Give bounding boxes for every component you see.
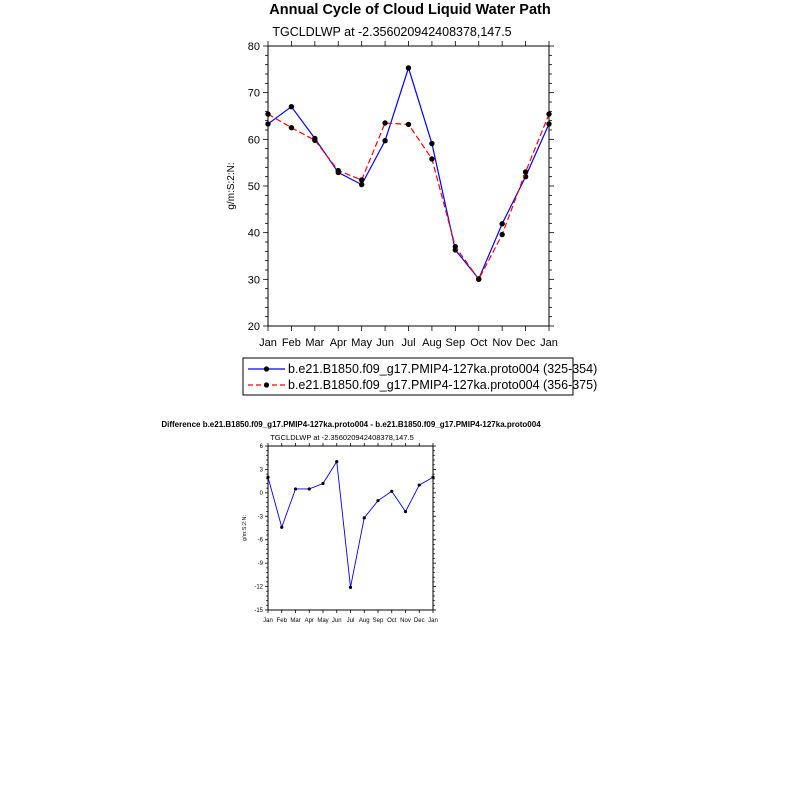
x-tick-label: Nov: [400, 618, 411, 624]
x-tick-label: Aug: [358, 618, 370, 624]
y-axis-label: g/m:S:2:N:: [226, 162, 237, 210]
series-1-point: [406, 65, 411, 70]
x-tick-label: Dec: [413, 618, 425, 624]
series-1-point: [266, 476, 269, 479]
series-1-point: [376, 499, 379, 502]
y-tick-label: 40: [247, 227, 260, 240]
series-line-2: [268, 114, 549, 279]
y-tick-label: 3: [259, 467, 263, 474]
x-tick-label: Jul: [401, 337, 416, 349]
series-1-point: [265, 121, 270, 126]
series-1-point: [404, 510, 407, 513]
y-tick-label: -12: [254, 584, 263, 591]
x-tick-label: Jan: [540, 337, 558, 349]
series-1-point: [382, 138, 387, 143]
x-tick-label: Jan: [259, 337, 277, 349]
y-tick-label: 70: [247, 87, 260, 100]
series-2-point: [546, 111, 551, 116]
series-1-point: [349, 586, 352, 589]
y-tick-label: -9: [257, 561, 263, 568]
x-tick-label: Dec: [515, 337, 536, 349]
x-tick-label: Sep: [372, 618, 384, 624]
x-tick-label: Mar: [305, 337, 325, 349]
difference-y-axis-label: g/m:S:2:N:: [242, 515, 248, 541]
x-tick-label: Nov: [492, 337, 512, 349]
legend-label-series-1: b.e21.B1850.f09_g17.PMIP4-127ka.proto004 (325-354): [288, 362, 598, 376]
series-2-point: [289, 125, 294, 130]
series-2-point: [382, 120, 387, 125]
difference-chart-title: Difference b.e21.B1850.f09_g17.PMIP4-127ka.proto004 - b.e21.B1850.f09_g17.PMIP4-127ka.proto004: [161, 420, 541, 429]
x-tick-label: Jan: [263, 618, 273, 624]
series-1-point: [335, 460, 338, 463]
series-1-point: [546, 121, 551, 126]
series-line-1: [268, 462, 433, 588]
x-tick-label: Jun: [331, 618, 342, 624]
series-2-point: [453, 244, 458, 249]
series-1-point: [499, 221, 504, 226]
y-tick-label: 6: [259, 444, 263, 450]
y-tick-label: 30: [247, 274, 260, 287]
x-tick-label: Mar: [290, 618, 301, 624]
difference-chart-subtitle: TGCLDLWP at -2.356020942408378,147.5: [270, 433, 414, 442]
x-tick-label: Sep: [445, 337, 466, 349]
chart-subtitle: TGCLDLWP at -2.356020942408378,147.5: [272, 25, 512, 39]
series-1-point: [429, 141, 434, 146]
series-2-point: [429, 156, 434, 161]
y-tick-label: -15: [254, 608, 263, 614]
x-tick-label: May: [351, 337, 373, 349]
x-tick-label: Apr: [304, 618, 314, 624]
series-2-point: [336, 168, 341, 173]
series-2-point: [523, 169, 528, 174]
x-tick-label: Oct: [387, 618, 397, 624]
series-2-point: [499, 232, 504, 237]
series-2-point: [359, 177, 364, 182]
y-tick-label: -6: [257, 537, 263, 544]
series-2-point: [476, 277, 481, 282]
x-tick-label: Jul: [346, 618, 355, 624]
x-tick-label: May: [317, 618, 329, 624]
legend-marker-series-2: [264, 382, 269, 387]
plot-area-difference: [254, 443, 438, 624]
series-1-point: [431, 476, 434, 479]
y-tick-label: 80: [247, 41, 260, 53]
x-tick-label: Apr: [329, 337, 347, 349]
x-tick-label: Feb: [281, 337, 301, 349]
series-1-point: [294, 487, 297, 490]
series-1-point: [280, 526, 283, 529]
x-tick-label: Aug: [422, 337, 442, 349]
y-tick-label: 50: [247, 181, 260, 193]
series-1-point: [418, 483, 421, 486]
series-2-point: [312, 138, 317, 143]
chart-title: Annual Cycle of Cloud Liquid Water Path: [269, 2, 551, 18]
series-1-point: [308, 487, 311, 490]
y-tick-label: -3: [257, 514, 263, 521]
series-1-point: [359, 182, 364, 187]
series-1-point: [289, 104, 294, 109]
y-tick-label: 0: [259, 490, 263, 497]
series-2-point: [265, 111, 270, 116]
legend-marker-series-1: [264, 366, 269, 371]
x-tick-label: Oct: [470, 337, 488, 349]
plot-frame: [268, 46, 549, 326]
series-1-point: [321, 482, 324, 485]
y-tick-label: 20: [247, 321, 260, 333]
legend-label-series-2: b.e21.B1850.f09_g17.PMIP4-127ka.proto004 (356-375): [288, 378, 598, 392]
x-tick-label: Jan: [428, 618, 438, 624]
y-tick-label: 60: [247, 134, 260, 147]
series-line-1: [268, 68, 549, 279]
x-tick-label: Jun: [376, 337, 394, 349]
series-2-point: [406, 122, 411, 127]
legend: [243, 358, 597, 395]
series-1-point: [363, 516, 366, 519]
series-1-point: [390, 490, 393, 493]
plot-area-main: [248, 41, 558, 349]
x-tick-label: Feb: [276, 618, 287, 624]
